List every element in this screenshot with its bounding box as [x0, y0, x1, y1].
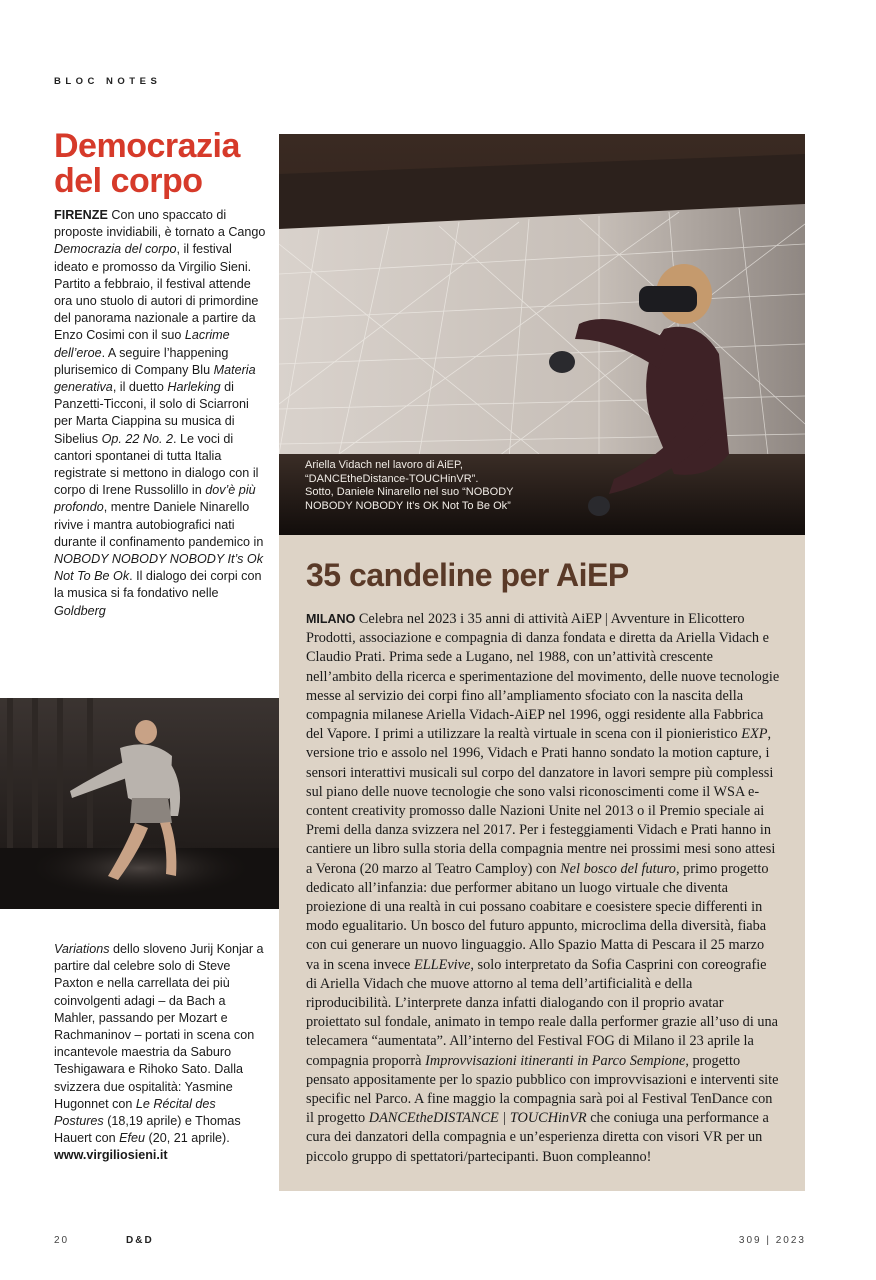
- section-label: BLOC NOTES: [54, 76, 162, 87]
- italic-title: Le Récital des Postures: [54, 1096, 216, 1129]
- text: che coniuga una performance a cura dei danzatori della compagnia e un’esperienza diretta con visori VR per un piccolo gruppo di spettatori/partecipanti. Buon compleanno!: [306, 1110, 769, 1165]
- italic-title: Materia generativa: [54, 362, 256, 395]
- text: (20, 21 aprile).: [145, 1131, 230, 1146]
- photo-ninarello-illustration: [0, 698, 279, 909]
- photo-ninarello-dancer: [0, 698, 279, 909]
- left-article-title: Democrazia del corpo: [54, 127, 240, 200]
- italic-title: Efeu: [119, 1131, 146, 1146]
- text: di Panzetti-Ticconi, il solo di Sciarroni per Marta Ciappina su musica di Sibelius: [54, 380, 249, 446]
- text: , progetto pensato appositamente per lo spazio pubblico con improvvisazioni e interventi site specific nel Parco. A fine maggio la compagnia sarà poi al Festival TenDance con il progetto: [306, 1052, 779, 1127]
- magazine-brand: D&D: [126, 1235, 154, 1246]
- text: , solo interpretato da Sofia Casprini con coreografie di Ariella Vidach che muove attorno al tema dell’artificialità e della riproducibilità. L’interprete danza infatti dialogando con il proprio avatar proiettato sul fondale, animato in tempo reale dalla performer grazie all’uso di una telecamera “aumentata”. All’interno del Festival FOG di Milano il 23 aprile la compagnia proporrà: [306, 956, 779, 1069]
- dateline-city: FIRENZE: [54, 208, 108, 222]
- text: . Il dialogo dei corpi con la musica si fa fondativo nelle: [54, 569, 262, 601]
- italic-title: Op. 22 No. 2: [101, 431, 174, 446]
- caption-line: “DANCEtheDistance-TOUCHinVR”.: [305, 472, 479, 485]
- left-article-body-2: [54, 941, 266, 1165]
- text: dello sloveno Jurij Konjar a partire dal celebre solo di Steve Paxton e nella carrellata dei più coinvolgenti adagi – da Bach a Mahler, passando per Mozart e Rachmaninov – portati in scena con incantevole maestria da Saburo Teshigawara e Rihoko Sato. Dalla svizzera due ospitalità: Yasmine Hugonnet con: [54, 942, 264, 1111]
- photo-vr-dancer: [279, 134, 805, 535]
- left-article-body-1: [54, 207, 266, 620]
- caption-line: Ariella Vidach nel lavoro di AiEP,: [305, 459, 463, 471]
- text: , mentre Daniele Ninarello rivive i mantra autobiografici nati durante il confinamento pandemico in: [54, 500, 264, 549]
- text: , il duetto: [112, 380, 168, 395]
- photo-caption: [305, 459, 565, 513]
- italic-title: Goldberg: [54, 603, 106, 618]
- text: , primo progetto dedicato all’infanzia: due performer abitano un luogo virtuale che diventa proiezione di una realtà in cui possano coabitare e coesistere specie differenti in modo egualitario. Un bosco del futuro appunto, microclima della diversità, fiaba con cui generare un nuovo linguaggio. Allo Spazio Matta di Pescara il 25 marzo va in scena invece: [306, 860, 769, 973]
- dateline-city: MILANO: [306, 612, 356, 626]
- italic-title: Nel bosco del futuro: [560, 860, 676, 877]
- text: . A seguire l’happening plurisemico di Company Blu: [54, 345, 229, 377]
- caption-line: Sotto, Daniele Ninarello nel suo “NOBODY: [305, 486, 514, 498]
- text: Celebra nel 2023 i 35 anni di attività AiEP | Avventure in Elicottero Prodotti, associazione e compagnia di danza fondata e diretta da Ariella Vidach e Claudio Prati. Prima sede a Lugano, nel 1988, con un’attività crescente nell’ambito della ricerca e sperimentazione del movimento, delle nuove tecnologie messe al servizio dei corpi fino all’ampliamento sfociato con la nascita della compagnia milanese Ariella Vidach-AiEP nel 1996, oggi residente alla Fabbrica del Vapore. I primi a utilizzare la realtà virtuale in scena con il pionieristico: [306, 611, 780, 743]
- text: , il festival ideato e promosso da Virgilio Sieni. Partito a febbraio, il festival attende ora uno stuolo di autori di primordine del panorama nazionale a partire da Enzo Cosimi con il suo: [54, 242, 259, 343]
- italic-title: DANCEtheDISTANCE | TOUCHinVR: [368, 1110, 587, 1127]
- italic-title: ELLEvive: [413, 956, 471, 973]
- italic-title: Improvvisazioni itineranti in Parco Sempione: [425, 1052, 686, 1069]
- italic-title: dov’è più profondo: [54, 483, 256, 515]
- right-article-title: 35 candeline per AiEP: [306, 557, 629, 593]
- right-article-body: [306, 610, 780, 1167]
- italic-title: NOBODY NOBODY NOBODY It’s Ok Not To Be Ok: [54, 552, 264, 584]
- page-number: 20: [54, 1235, 70, 1246]
- text: , versione trio e assolo nel 1996, Vidach e Prati hanno sondato la motion capture, i sensori interattivi musicali sul corpo del danzatore in lavori sempre più complessi sul piano delle nuove tecnologie che sono valsi riconoscimenti come il WSA e-content creativity promosso dalle Nazioni Unite nel 2013 o il Premio speciale ai Premi della danza svizzera nel 2017. Per i festeggiamenti Vidach e Prati hanno in cantiere un libro sulla storia della compagnia mentre nei prossimi mesi sono attesi a Verona (20 marzo al Teatro Camploy) con: [306, 726, 776, 877]
- italic-title: Harleking: [167, 380, 221, 395]
- caption-line: NOBODY NOBODY It’s OK Not To Be Ok”: [305, 499, 511, 512]
- text: (18,19 aprile) e Thomas Hauert con: [54, 1114, 241, 1146]
- italic-title: Democrazia del corpo: [54, 242, 177, 257]
- italic-title: EXP: [741, 726, 768, 743]
- website-link[interactable]: www.virgiliosieni.it: [54, 1148, 168, 1163]
- issue-number: 309 | 2023: [738, 1235, 806, 1246]
- italic-title: Variations: [54, 942, 110, 956]
- text: . Le voci di cantori spontanei di tutta Italia registrate si mettono in dialogo con il corpo di Irene Russolillo in: [54, 431, 259, 498]
- italic-title: Lacrime dell’eroe: [54, 328, 230, 360]
- aiep-article-box: [279, 535, 805, 1191]
- text: Con uno spaccato di proposte invidiabili, è tornato a Cango: [54, 208, 266, 240]
